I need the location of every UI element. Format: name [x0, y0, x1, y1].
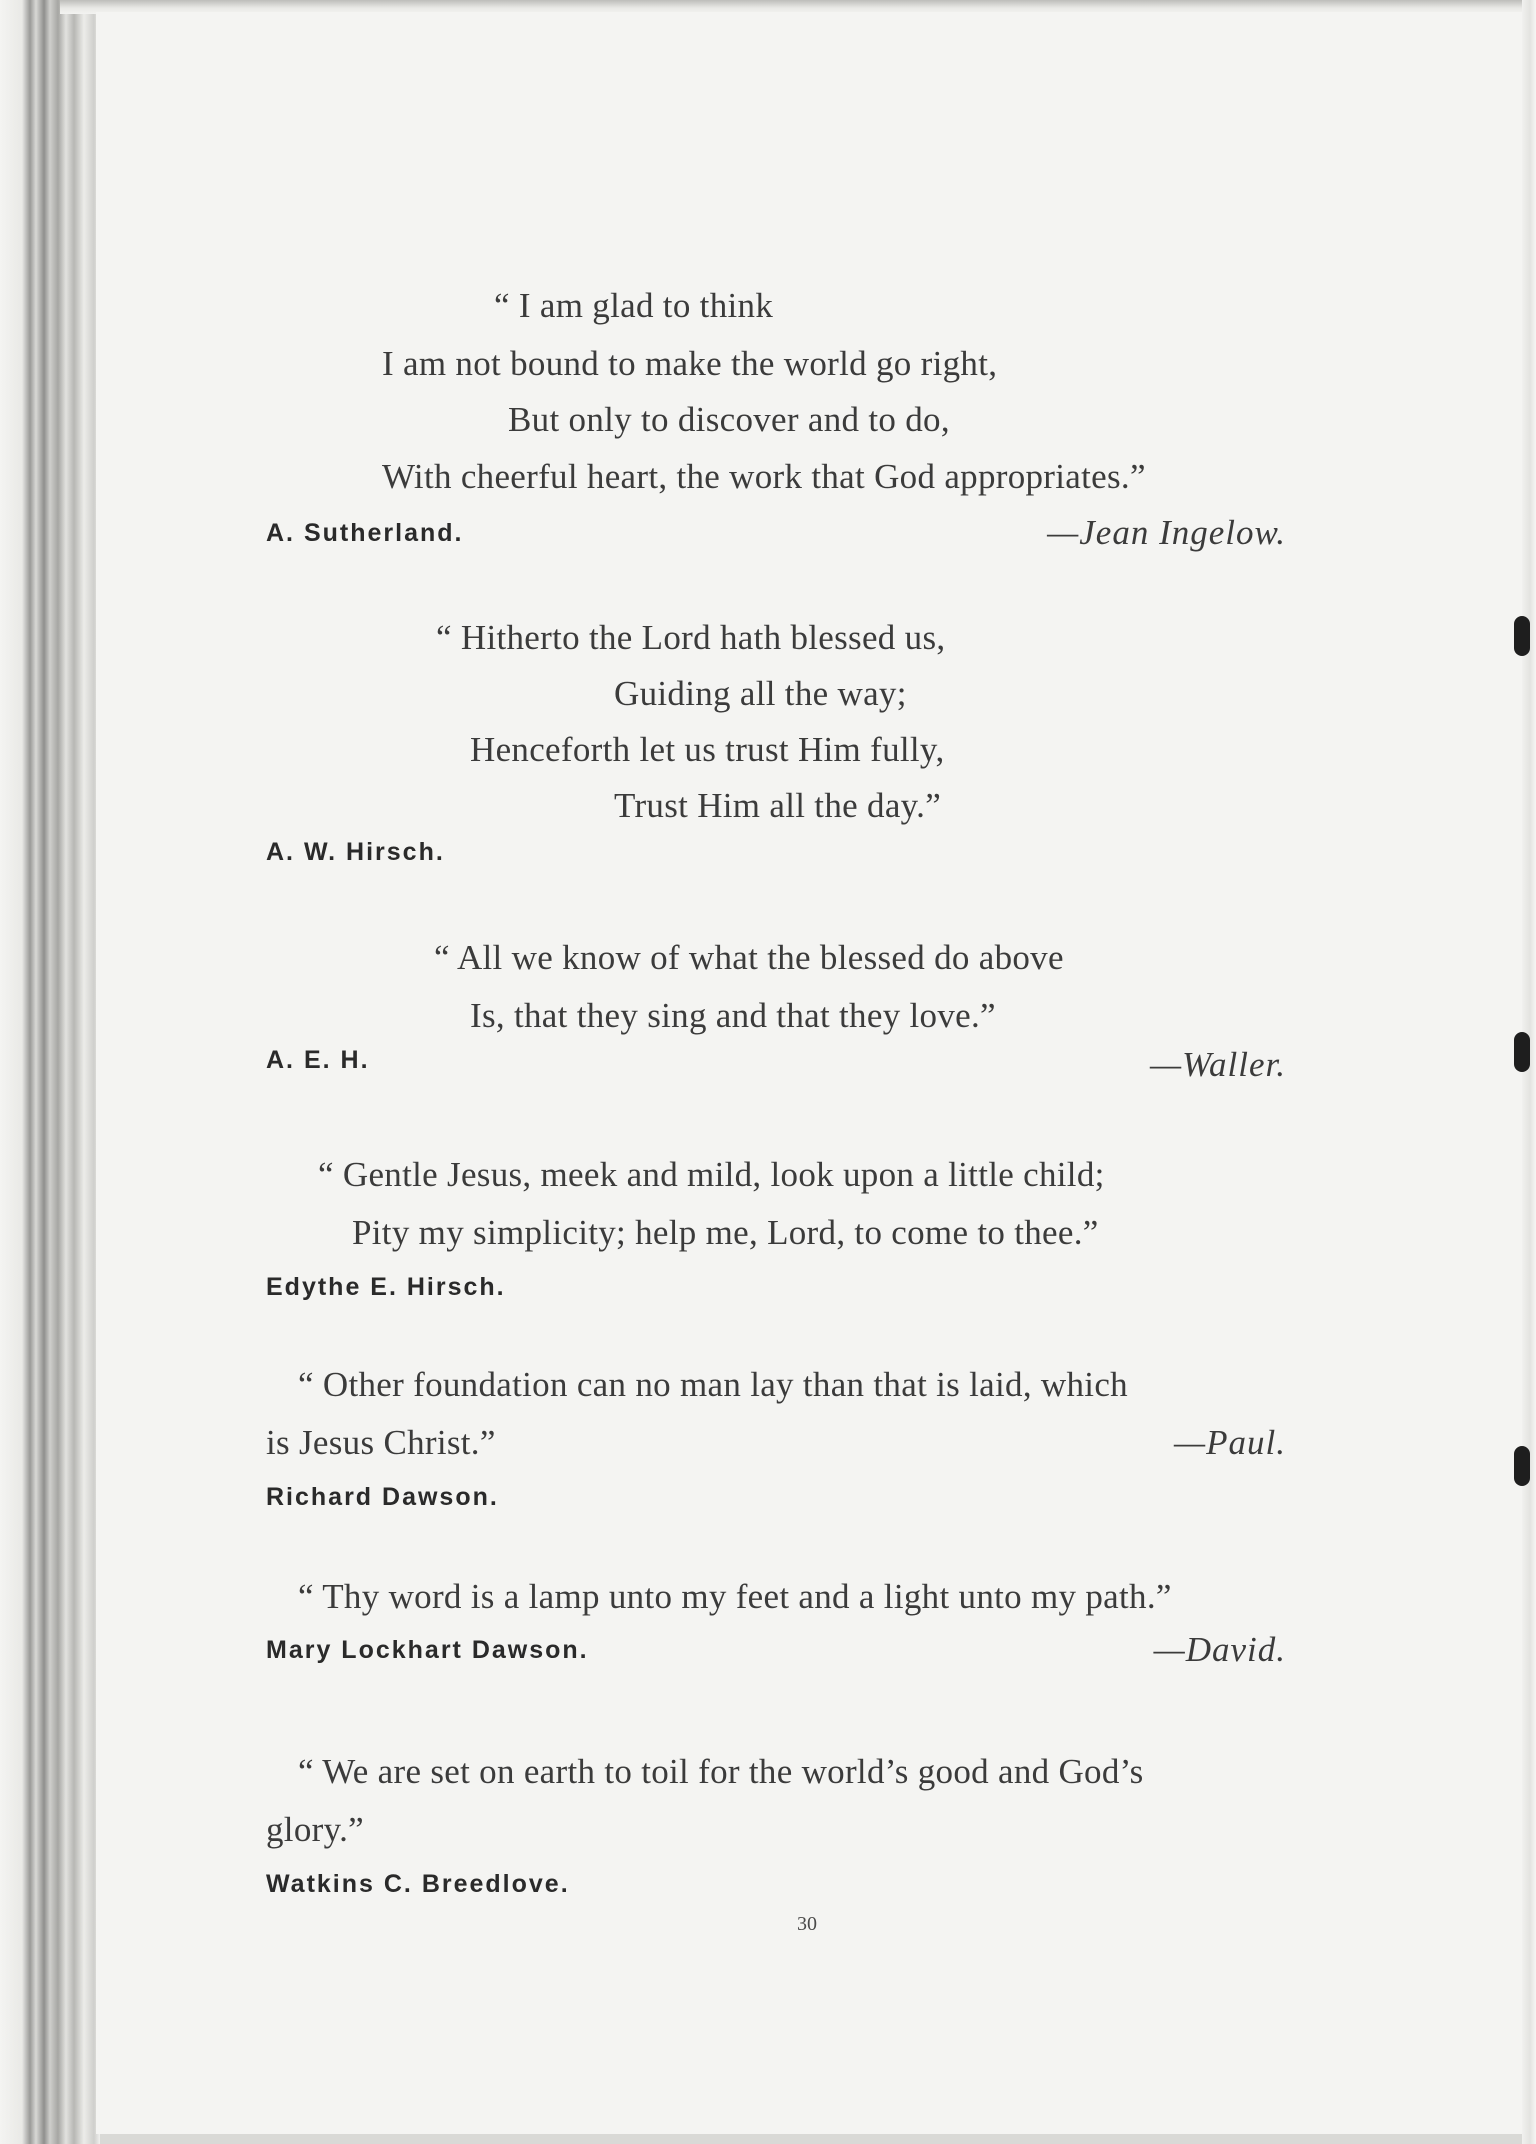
quote-line: Trust Him all the day.” [614, 786, 942, 825]
quote-line: Guiding all the way; [614, 674, 907, 713]
contributor-name: A. Sutherland. [266, 519, 464, 547]
thumb-index-tab [1514, 1446, 1530, 1486]
quote-line: “ Other foundation can no man lay than that is laid, which [298, 1365, 1128, 1404]
quote-line: “ We are set on earth to toil for the world’s good and God’s [298, 1752, 1144, 1791]
contributor-name: A. W. Hirsch. [266, 838, 445, 866]
contributor-name: Richard Dawson. [266, 1483, 499, 1511]
quote-line: With cheerful heart, the work that God appropriates.” [382, 457, 1146, 496]
quote-line: I am not bound to make the world go right, [382, 344, 998, 383]
page-number: 30 [797, 1913, 817, 1935]
thumb-index-tab [1514, 1032, 1530, 1072]
quote-line: “ Hitherto the Lord hath blessed us, [436, 618, 946, 657]
quote-author: —Waller. [1149, 1045, 1286, 1084]
quote-line: “ All we know of what the blessed do above [434, 938, 1064, 977]
quote-line: “ Thy word is a lamp unto my feet and a light unto my path.” [298, 1577, 1172, 1616]
quote-line: “ Gentle Jesus, meek and mild, look upon a little child; [318, 1155, 1105, 1194]
quote-line: glory.” [266, 1810, 364, 1849]
page-right-edge [1522, 0, 1536, 2144]
contributor-name: Mary Lockhart Dawson. [266, 1636, 589, 1664]
contributor-name: A. E. H. [266, 1046, 370, 1074]
quote-line: But only to discover and to do, [508, 400, 950, 439]
thumb-index-tab [1514, 616, 1530, 656]
quote-line: “ I am glad to think [494, 286, 774, 325]
quote-author: —David. [1153, 1630, 1286, 1669]
quote-line: Henceforth let us trust Him fully, [470, 730, 945, 769]
quote-author: —Paul. [1174, 1423, 1286, 1462]
quote-author: —Jean Ingelow. [1047, 513, 1286, 552]
quote-line: is Jesus Christ.” [266, 1423, 496, 1462]
quote-line: Is, that they sing and that they love.” [470, 996, 996, 1035]
quote-line: Pity my simplicity; help me, Lord, to come to thee.” [352, 1213, 1099, 1252]
contributor-name: Edythe E. Hirsch. [266, 1273, 506, 1301]
contributor-name: Watkins C. Breedlove. [266, 1870, 570, 1898]
book-binding-edge [0, 0, 100, 2144]
